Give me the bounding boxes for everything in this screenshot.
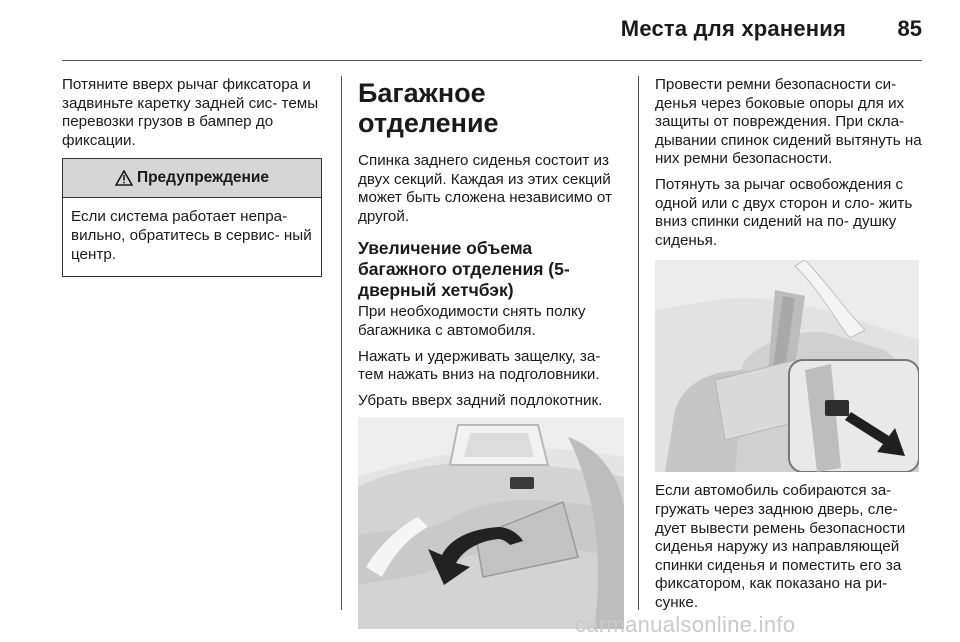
warning-text: Если система работает непра- вильно, обратитесь в сервис- ный центр. xyxy=(71,208,312,263)
section-intro: Спинка заднего сиденья состоит из двух секций. Каждая из этих секций может быть сложена независимо от другой. xyxy=(358,152,612,225)
subsection-title: Увеличение объема багажного отделения (5-дверный хетчбэк) xyxy=(358,238,570,301)
warning-triangle-icon xyxy=(115,170,133,186)
step-1: При необходимости снять полку багажника с автомобиля. xyxy=(358,303,586,339)
armrest-illustration xyxy=(358,417,624,629)
section-title: Багажное отделение xyxy=(358,78,499,138)
rear-loading-paragraph: Если автомобиль собираются за- гружать через заднюю дверь, сле- дует вывести ремень безопасности сиденья наружу из направляющей спинки сиденья и поместить его за фиксатором, как показано на ри- сунке. xyxy=(655,482,906,611)
step-3: Убрать вверх задний подлокотник. xyxy=(358,391,603,409)
watermark: carmanualsonline.info xyxy=(575,612,796,637)
column-2 xyxy=(358,76,624,629)
column-3 xyxy=(655,76,923,620)
step-2: Нажать и удерживать защелку, за- тем нажать вниз на подголовники. xyxy=(358,347,601,384)
header-rule xyxy=(62,60,922,61)
fold-backrest-paragraph: Потянуть за рычаг освобождения с одной или с двух сторон и сло- жить вниз спинки сидений на по- душку сиденья. xyxy=(655,175,913,249)
column-1 xyxy=(62,76,324,277)
seatbelt-guide-illustration xyxy=(655,260,919,472)
warning-title: Предупреждение xyxy=(136,169,270,187)
page-header-title: Места для хранения xyxy=(620,16,846,41)
warning-box xyxy=(62,158,322,277)
cargo-carrier-instruction: Потяните вверх рычаг фиксатора и задвиньте каретку задней сис- темы перевозки грузов в бампер до фиксации. xyxy=(62,76,319,149)
warning-header xyxy=(63,159,321,198)
column-divider xyxy=(341,76,342,610)
page-number: 85 xyxy=(897,16,922,41)
column-divider xyxy=(638,76,639,610)
seatbelt-paragraph: Провести ремни безопасности си- денья через боковые опоры для их защиты от повреждения. При скла- дывании спинок сидений вытянуть на них ремни безопасности. xyxy=(655,76,922,168)
